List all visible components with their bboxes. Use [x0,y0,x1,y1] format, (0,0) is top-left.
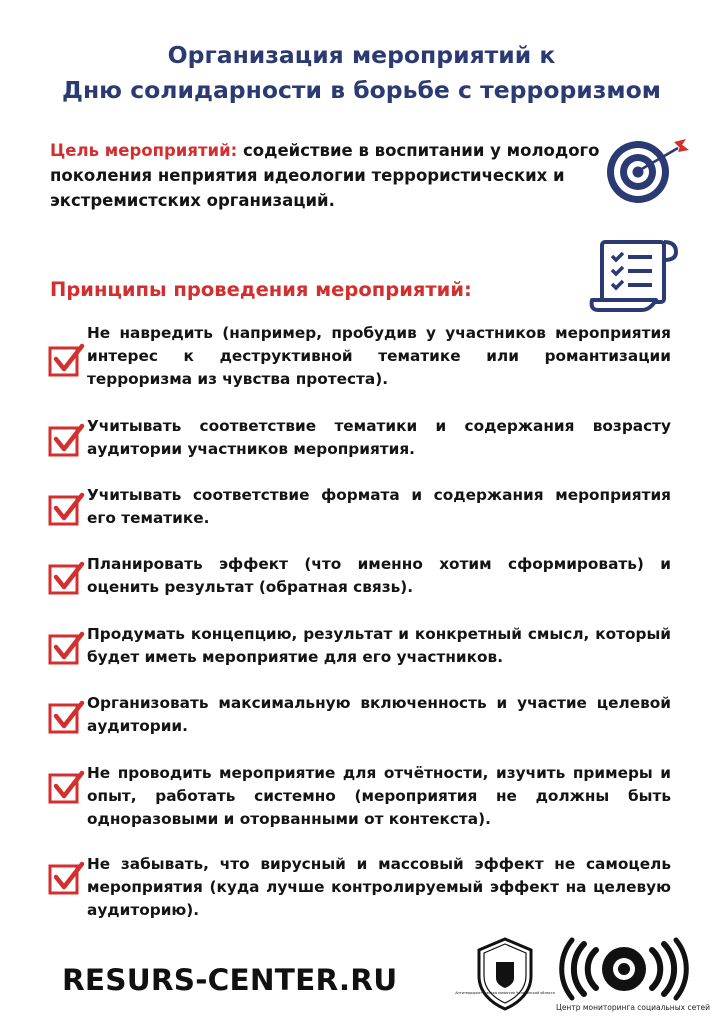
principle-text: Не проводить мероприятие для отчётности, изучить примеры и опыт, работать системно (мероприятия не должны быть одноразовыми и оторванными от контекста). [87,764,671,828]
principle-item [48,322,671,391]
checkbox-checked-icon [48,561,84,595]
principle-item [48,553,671,599]
checkbox-checked-icon [48,492,84,526]
principle-text: Продумать концепцию, результат и конкретный смысл, который будет иметь мероприятие для его участников. [87,625,671,666]
shield-text: Антитеррористическая комиссия Челябинской области [455,991,555,995]
title-line-2: Дню солидарности в борьбе с терроризмом [62,76,661,104]
checkbox-checked-icon [48,423,84,457]
principle-text: Учитывать соответствие формата и содержания мероприятия его тематике. [87,486,671,527]
page-title [0,38,723,108]
checkbox-checked-icon [48,631,84,665]
checklist-scroll-icon [588,238,682,314]
principle-item [48,853,671,922]
principle-item [48,623,671,669]
checkbox-checked-icon [48,861,84,895]
goal-label: Цель мероприятий: [50,141,238,160]
principle-item [48,484,671,530]
principle-text: Не навредить (например, пробудив у участников мероприятия интерес к деструктивной тематике или романтизации терроризма из чувства протеста). [87,324,671,388]
principle-item [48,415,671,461]
signal-broadcast-icon [566,938,682,1000]
goal-text: содействие в воспитании у молодого поколения неприятия идеологии террористических и экстремистских организаций. [50,141,600,210]
principle-text: Планировать эффект (что именно хотим сформировать) и оценить результат (обратная связь). [87,555,671,596]
site-url: RESURS-CENTER.RU [62,963,398,997]
principle-item [48,762,671,831]
principle-text: Не забывать, что вирусный и массовый эффект не самоцель мероприятия (куда лучше контролируемый эффект на целевую аудиторию). [87,855,671,919]
principle-item [48,692,671,738]
title-line-1: Организация мероприятий к [167,41,556,69]
checkbox-checked-icon [48,343,84,377]
shield-emblem-icon [455,936,555,1012]
target-icon [602,134,690,206]
principle-text: Учитывать соответствие тематики и содержания возрасту аудитории участников мероприятия. [87,417,671,458]
goal-paragraph [50,138,610,213]
principles-heading: Принципы проведения мероприятий: [50,278,472,301]
checkbox-checked-icon [48,700,84,734]
logo-caption: Центр мониторинга социальных сетей [556,1003,711,1012]
principle-text: Организовать максимальную включенность и участие целевой аудитории. [87,694,671,735]
checkbox-checked-icon [48,770,84,804]
